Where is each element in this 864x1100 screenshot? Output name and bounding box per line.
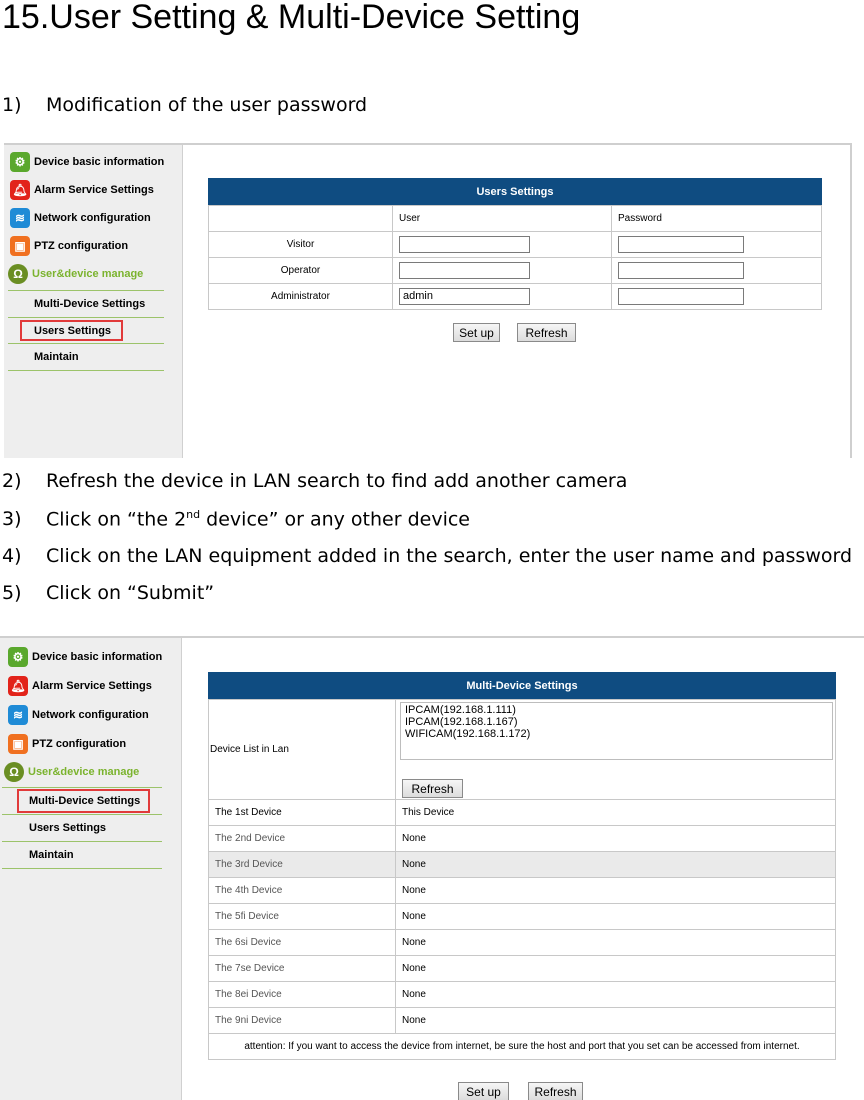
user-input[interactable] — [399, 262, 530, 279]
device-value[interactable]: This Device — [396, 800, 836, 826]
step-text-part: device” or any other device — [200, 508, 470, 531]
menu-item-network[interactable] — [10, 205, 151, 231]
sub-item-maintain[interactable]: Maintain — [29, 849, 74, 861]
step-text: Click on “Submit” — [46, 582, 215, 604]
col-user: User — [393, 206, 612, 232]
device-name: The 5fi Device — [209, 904, 396, 930]
gear-icon: ⚙ — [10, 152, 30, 172]
setup-button[interactable]: Set up — [458, 1082, 509, 1100]
device-value[interactable]: None — [396, 1008, 836, 1034]
multi-device-header: Multi-Device Settings — [208, 672, 836, 699]
multi-device-table — [208, 699, 836, 1060]
menu-item-ptz[interactable] — [8, 731, 126, 757]
page-title: 15.User Setting & Multi-Device Setting — [2, 0, 581, 36]
device-listbox[interactable] — [400, 702, 833, 760]
menu-item-alarm[interactable] — [10, 177, 154, 203]
menu-label: Network configuration — [34, 212, 151, 224]
users-settings-header: Users Settings — [208, 178, 822, 205]
menu-item-device-info[interactable] — [10, 149, 164, 175]
user-input[interactable] — [399, 236, 530, 253]
device-value[interactable]: None — [396, 956, 836, 982]
sidebar — [4, 145, 183, 458]
user-icon: Ω — [8, 264, 28, 284]
device-value[interactable]: None — [396, 878, 836, 904]
device-list-label: Device List in Lan — [209, 700, 396, 800]
menu-label: PTZ configuration — [34, 240, 129, 252]
divider — [8, 370, 164, 371]
highlight-box — [17, 789, 150, 813]
sub-item-multi-device[interactable]: Multi-Device Settings — [34, 298, 146, 310]
password-input[interactable] — [618, 236, 744, 253]
step-text: Refresh the device in LAN search to find add another camera — [46, 470, 628, 492]
device-name: The 6si Device — [209, 930, 396, 956]
step-text — [46, 508, 470, 530]
menu-label: User&device manage — [28, 766, 140, 778]
step-text: Click on the LAN equipment added in the search, enter the user name and password — [46, 545, 853, 567]
camera-icon: ▣ — [10, 236, 30, 256]
step-number: 4) — [2, 545, 22, 567]
menu-label: User&device manage — [32, 268, 144, 280]
camera-icon: ▣ — [8, 734, 28, 754]
device-value[interactable]: None — [396, 852, 836, 878]
highlight-box — [20, 320, 123, 341]
menu-item-user-device[interactable] — [4, 759, 139, 785]
wifi-icon: ≋ — [10, 208, 30, 228]
users-table — [208, 205, 822, 310]
menu-label: Network configuration — [32, 709, 149, 721]
device-value[interactable]: None — [396, 904, 836, 930]
step-number: 1) — [2, 94, 22, 116]
sub-item-maintain[interactable]: Maintain — [34, 351, 79, 363]
role-label: Operator — [209, 258, 393, 284]
gear-icon: ⚙ — [8, 647, 28, 667]
device-value[interactable]: None — [396, 982, 836, 1008]
step-number: 3) — [2, 508, 22, 530]
list-item[interactable]: IPCAM(192.168.1.167) — [405, 716, 518, 728]
wifi-icon: ≋ — [8, 705, 28, 725]
menu-item-user-device[interactable] — [8, 261, 143, 287]
role-label: Administrator — [209, 284, 393, 310]
divider — [2, 868, 162, 869]
device-value[interactable]: None — [396, 826, 836, 852]
device-name: The 3rd Device — [209, 852, 396, 878]
sub-item-multi-device[interactable]: Multi-Device Settings — [29, 795, 141, 807]
device-list-cell — [396, 700, 836, 800]
password-input[interactable] — [618, 262, 744, 279]
divider — [2, 841, 162, 842]
menu-item-ptz[interactable] — [10, 233, 128, 259]
sub-item-users-settings[interactable]: Users Settings — [29, 822, 107, 834]
step-text-part: Click on “the 2 — [46, 508, 187, 531]
col-password: Password — [612, 206, 822, 232]
step-text: Modification of the user password — [46, 94, 368, 116]
user-input[interactable]: admin — [399, 288, 530, 305]
refresh-button[interactable]: Refresh — [517, 323, 576, 342]
device-name: The 8ei Device — [209, 982, 396, 1008]
list-item[interactable]: WIFICAM(192.168.1.172) — [405, 728, 531, 740]
sub-item-users-settings[interactable]: Users Settings — [34, 325, 112, 337]
setup-button[interactable]: Set up — [453, 323, 500, 342]
device-name: The 2nd Device — [209, 826, 396, 852]
password-input[interactable] — [618, 288, 744, 305]
attention-note: attention: If you want to access the device from internet, be sure the host and port that you set can be accessed from internet. — [209, 1034, 836, 1060]
menu-item-device-info[interactable] — [8, 644, 162, 670]
menu-label: PTZ configuration — [32, 738, 127, 750]
bell-icon: 🔔︎ — [8, 676, 28, 696]
menu-label: Alarm Service Settings — [34, 184, 154, 196]
step-number: 5) — [2, 582, 22, 604]
menu-label: Device basic information — [32, 651, 163, 663]
step-number: 2) — [2, 470, 22, 492]
device-value[interactable]: None — [396, 930, 836, 956]
device-name: The 1st Device — [209, 800, 396, 826]
menu-label: Device basic information — [34, 156, 165, 168]
user-icon: Ω — [4, 762, 24, 782]
superscript: nd — [186, 508, 201, 521]
device-name: The 9ni Device — [209, 1008, 396, 1034]
menu-item-network[interactable] — [8, 702, 149, 728]
device-name: The 7se Device — [209, 956, 396, 982]
sidebar — [0, 638, 182, 1100]
bell-icon: 🔔︎ — [10, 180, 30, 200]
list-refresh-button[interactable]: Refresh — [402, 779, 463, 798]
device-name: The 4th Device — [209, 878, 396, 904]
divider — [8, 343, 164, 344]
multi-device-screenshot — [0, 636, 864, 1100]
users-settings-screenshot — [4, 143, 852, 458]
menu-label: Alarm Service Settings — [32, 680, 152, 692]
role-label: Visitor — [209, 232, 393, 258]
menu-item-alarm[interactable] — [8, 673, 152, 699]
list-item[interactable]: IPCAM(192.168.1.111) — [405, 704, 516, 716]
refresh-button[interactable]: Refresh — [528, 1082, 583, 1100]
